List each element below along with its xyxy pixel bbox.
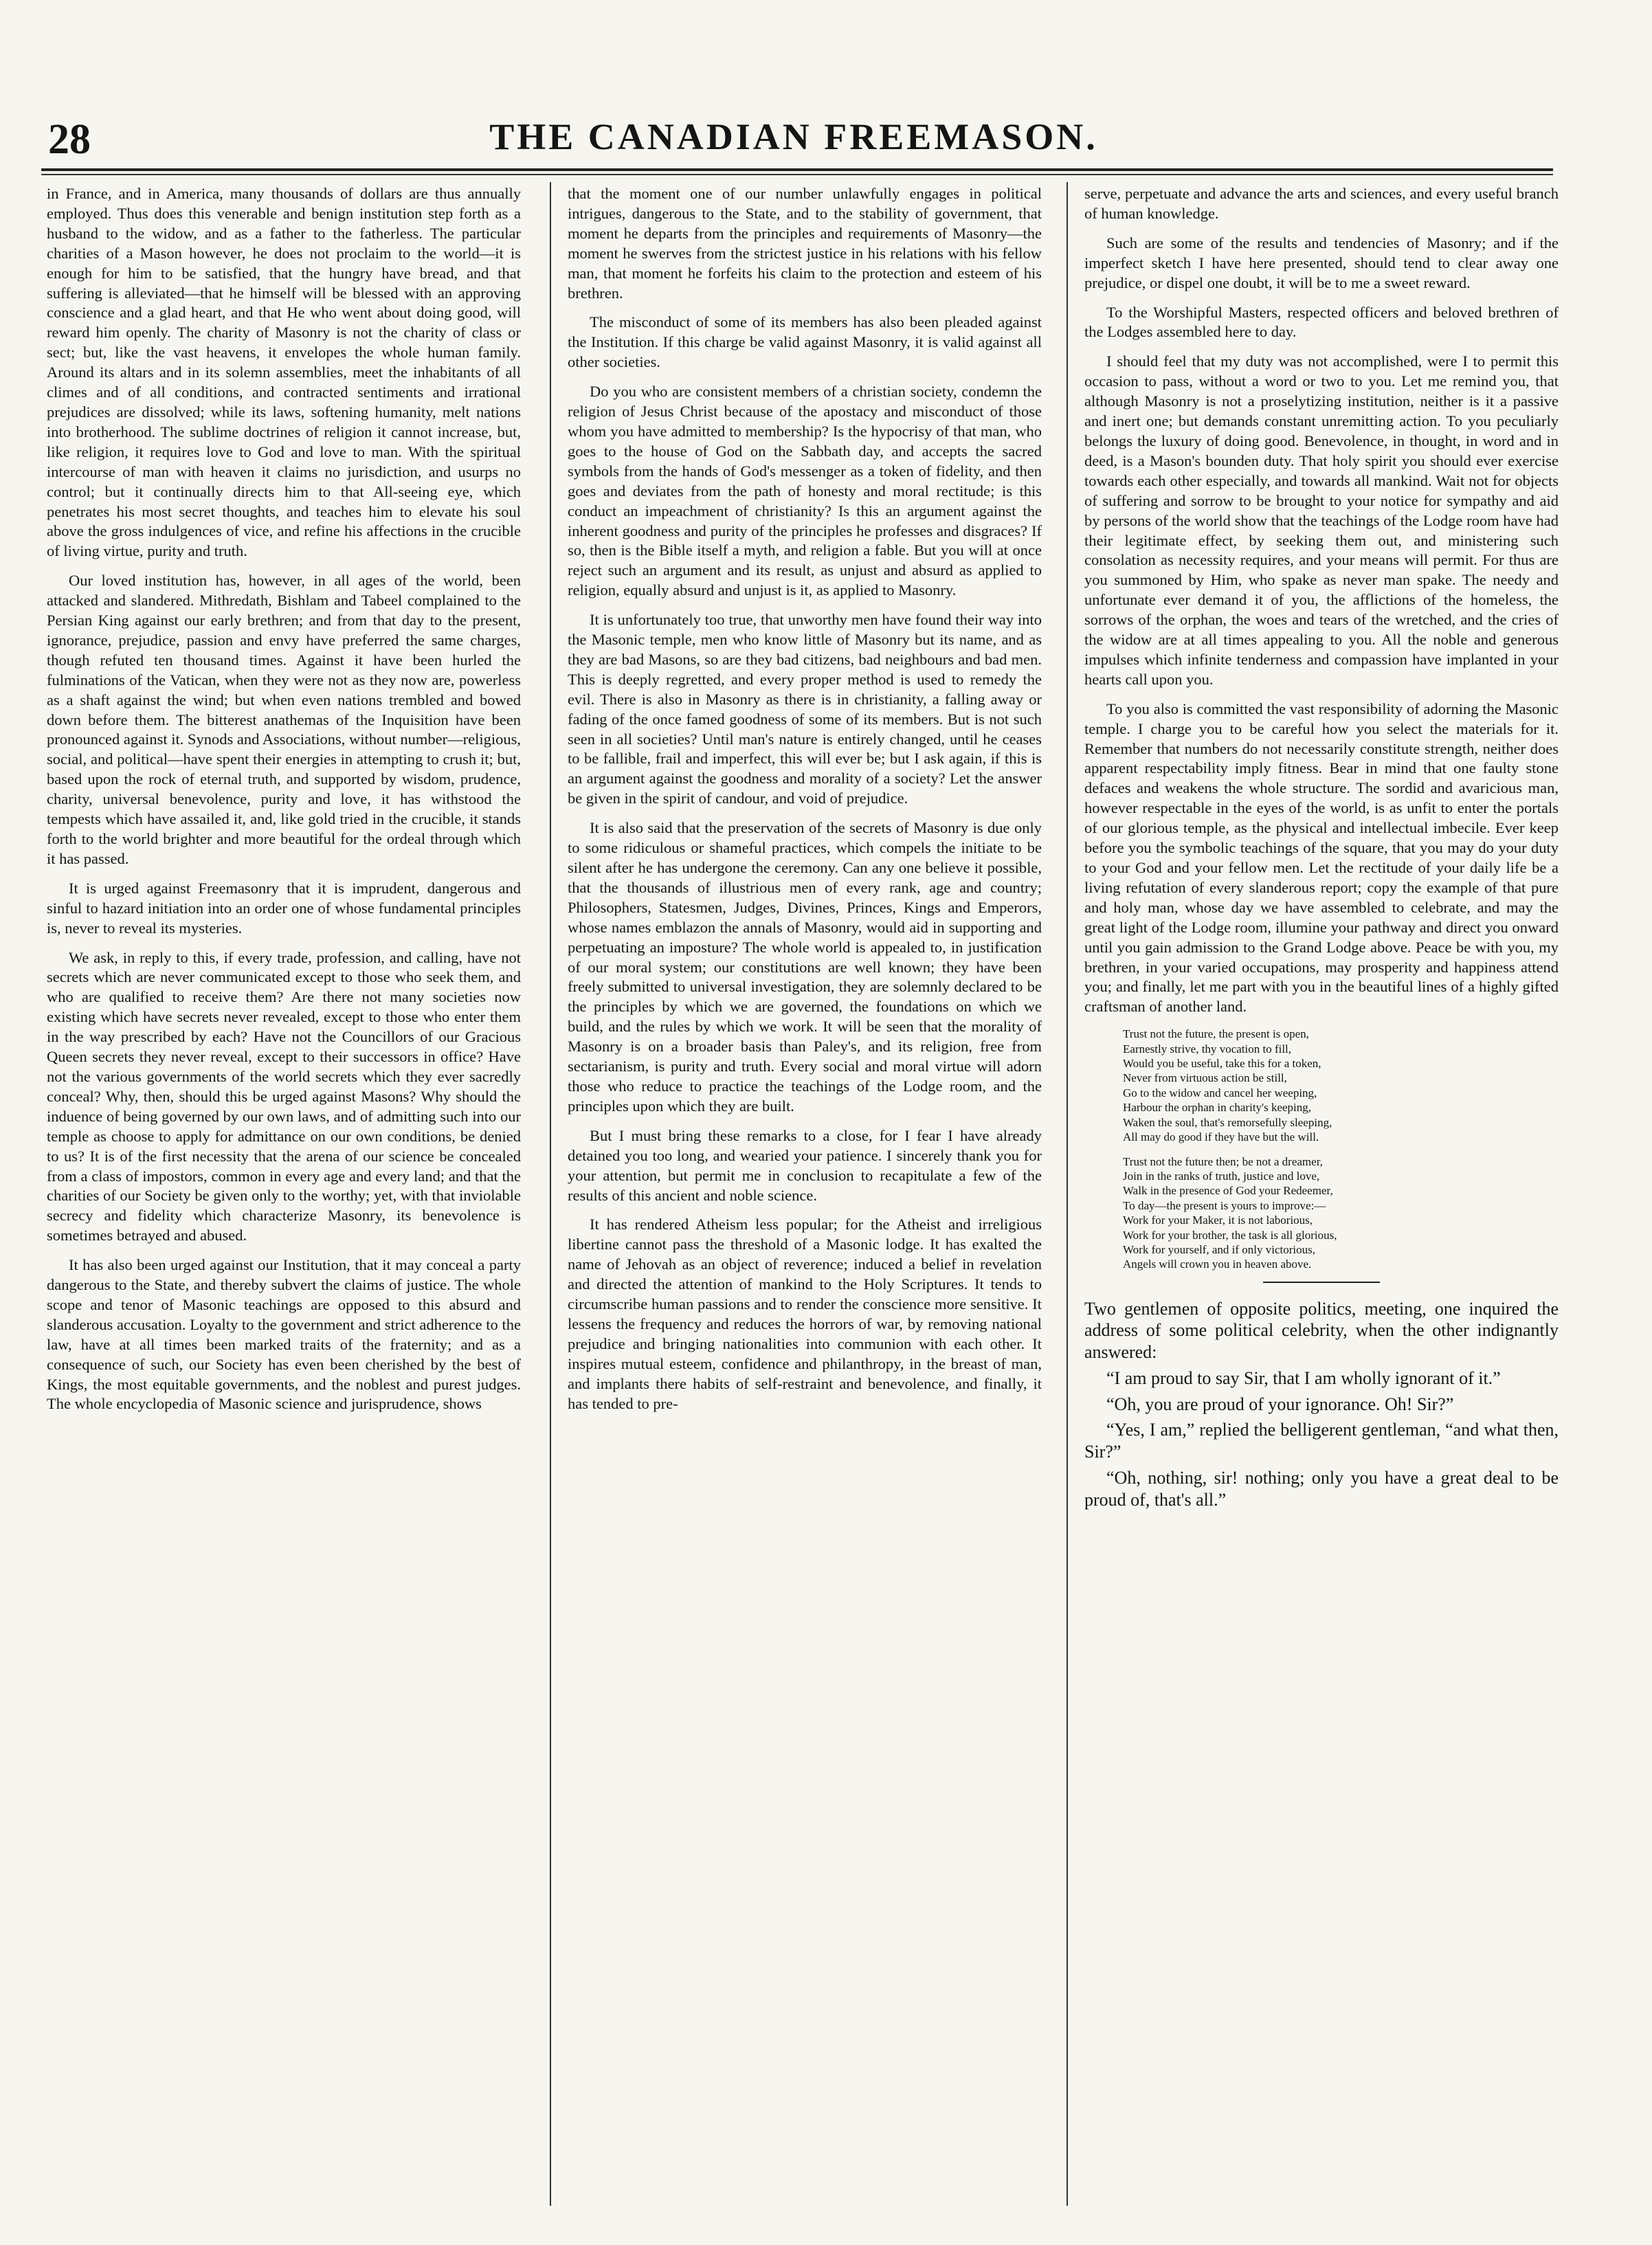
poem xyxy=(1123,1027,1559,1272)
page-header xyxy=(41,110,1546,172)
paragraph: Such are some of the results and tendencies of Masonry; and if the imperfect sketch I have here presented, should tend to clear away one prejudice, or dispel one doubt, it will be to me a sweet reward. xyxy=(1084,234,1559,291)
poem-line: Waken the soul, that's remorsefully sleeping, xyxy=(1123,1115,1332,1129)
paragraph: But I must bring these remarks to a close, for I fear I have already detained you too long, and wearied your patience. I sincerely thank you for your attention, but permit me in conclusion to recapitulate a few of the results of this ancient and noble science. xyxy=(568,1126,1042,1204)
paragraph: It is urged against Freemasonry that it is imprudent, dangerous and sinful to hazard initiation into an order one of whose fundamental principles is, never to reveal its mysteries. xyxy=(47,879,521,937)
paragraph: It has rendered Atheism less popular; for the Atheist and irreligious libertine cannot pass the threshold of a Masonic lodge. It has exalted the name of Jehovah as an object of reverence; induced a belief in revelation and directed the attention of mankind to the Holy Scriptures. It tends to circumscribe human passions and to render the conscience more sensitive. It lessens the frequency and reduces the horrors of war, by removing national prejudice and bringing nationalities into communion with each other. It inspires mutual esteem, confidence and philanthropy, in the breast of man, and implants there habits of self-restraint and benevolence, and finally, it has tended to pre- xyxy=(568,1216,1042,1412)
poem-line: Trust not the future then; be not a dreamer, xyxy=(1123,1154,1323,1168)
poem-line: Never from virtuous action be still, xyxy=(1123,1071,1287,1085)
header-rule xyxy=(41,168,1553,171)
paragraph: “I am proud to say Sir, that I am wholly ignorant of it.” xyxy=(1106,1367,1501,1388)
running-title: THE CANADIAN FREEMASON. xyxy=(489,116,1098,157)
poem-line: Harbour the orphan in charity's keeping, xyxy=(1123,1101,1312,1115)
paragraph: It is also said that the preservation of the secrets of Masonry is due only to some ridiculous or shameful practices, which compels the initiate to be silent after he has undergone the ceremony. Can any one believe it possible, that the thousands of illustrious men of every rank, age and country; Philosophers, Statesmen, Judges, Divines, Princes, Kings and Emperors, whose names emblazon the annals of Masonry, would aid in supporting and perpetuating an imposture? The whole world is appealed to, in justification of our moral system; our constitutions are well known; they have been freely submitted to universal investigation, they are solemnly declared to be the principles by which we are governed, the foundations on which we build, and the rules by which we work. It will be seen that the morality of Masonry is on a broader basis than Paley's, and its religion, free from sectarianism, is purity and truth. Every social and moral virtue will adorn those who reduce to practice the teachings of the Lodge room, and the principles upon which they are built. xyxy=(568,819,1042,1115)
column-1 xyxy=(47,184,521,2204)
paragraph: It has also been urged against our Institution, that it may conceal a party dangerous to the State, and thereby subvert the claims of justice. The whole scope and tenor of Masonic teachings are opposed to this absurd and slanderous accusation. Loyalty to the government and strict adherence to the law, have at all times been marked traits of the fraternity; and as a consequence of such, our Society has even been cherished by the best of Kings, the most equitable governments, and the noblest and purest judges. The whole encyclopedia of Masonic science and jurisprudence, shows xyxy=(47,1256,521,1413)
paragraph: “Oh, you are proud of your ignorance. Oh! Sir?” xyxy=(1106,1394,1454,1414)
poem-line: Work for your Maker, it is not laborious, xyxy=(1123,1214,1313,1227)
poem-line: Work for your brother, the task is all glorious, xyxy=(1123,1228,1337,1242)
header-rule-thin xyxy=(41,174,1553,175)
poem-line: Would you be useful, take this for a token, xyxy=(1123,1057,1321,1071)
paragraph: To you also is committed the vast responsibility of adorning the Masonic temple. I charge you to be careful how you select the materials for it. Remember that numbers do not necessarily constitute strength, neither does apparent respectability imply fitness. Bear in mind that one faulty stone defaces and weakens the whole structure. The sordid and avaricious man, however respectable in the eyes of the world, is as unfit to enter the portals of our glorious temple, as the physical and intellectual imbecile. Ever keep before you the symbolic teachings of the square, that you may do your duty to your God and your fellow men. Let the rectitude of your daily life be a living refutation of every slanderous report; copy the example of that pure and holy man, whose day we have assembled to celebrate, and may the great light of the Lodge room, illumine your pathway and direct you onward until you gain admission to the Grand Lodge above. Peace be with you, my brethren, in your varied occupations, may prosperity and happiness attend you; and finally, let me part with you in the beautiful lines of a highly gifted craftsman of another land. xyxy=(1084,700,1559,1016)
poem-line: Walk in the presence of God your Redeemer, xyxy=(1123,1184,1333,1198)
paragraph: in France, and in America, many thousands of dollars are thus annually employed. Thus does this venerable and benign institution step forth as a husband to the widow, and as a father to the fatherless. The particular charities of a Mason however, he does not proclaim to the world—it is enough for him to be satisfied, that the hungry have bread, and that suffering is alleviated—that he himself will be blessed with an approving conscience and a glad heart, and that He who went about doing good, will reward him openly. The charity of Masonry is not the charity of class or sect; but, like the vast heavens, it envelopes the whole human family. Around its altars and in its solemn assemblies, meet the inhabitants of all climes and of all conditions, and contracted sentiments and irrational prejudices are dissolved; while its laws, softening humanity, melt nations into brotherhood. The sublime doctrines of religion it cannot increase, but, like religion, it requires love to God and love to man. With the spiritual intercourse of man with heaven it claims no jurisdiction, and usurps no control; but it continually directs him to that All-seeing eye, which penetrates his most secret thoughts, and teaches him to elevate his soul above the gross indulgences of vice, and refine his affections in the crucible of living virtue, purity and truth. xyxy=(47,185,521,560)
paragraph: Do you who are consistent members of a christian society, condemn the religion of Jesus Christ because of the apostacy and misconduct of those whom you have admitted to membership? Is the hypocrisy of that man, who goes to the house of God on the Sabbath day, and accepts the sacred symbols from the hands of God's messenger as a token of fidelity, and then goes and deviates from the path of honesty and moral rectitude; is this conduct an impeachment of christianity? Is this an argument against the inherent goodness and purity of the principles he professes and disgraces? If so, then is the Bible itself a myth, and religion a fable. But you will at once reject such an argument and its result, as unjust and absurd as applied to religion, equally absurd and unjust is it, as applied to Masonry. xyxy=(568,383,1042,599)
paragraph: serve, perpetuate and advance the arts and sciences, and every useful branch of human knowledge. xyxy=(1084,185,1559,222)
poem-line: Trust not the future, the present is open, xyxy=(1123,1027,1309,1041)
paragraph: “Oh, nothing, sir! nothing; only you have a great deal to be proud of, that's all.” xyxy=(1084,1467,1559,1510)
paragraph: The misconduct of some of its members has also been pleaded against the Institution. If this charge be valid against Masonry, it is valid against all other societies. xyxy=(568,313,1042,371)
paragraph: It is unfortunately too true, that unworthy men have found their way into the Masonic temple, men who know little of Masonry but its name, and as they are bad Masons, so are they bad citizens, bad neighbours and bad men. This is deeply regretted, and every proper method is used to remedy the evil. There is also in Masonry as there is in christianity, a falling away or fading of the once famed goodness of some of its members. But is not such seen in all societies? Until man's nature is entirely changed, until he ceases to be fallible, frail and imperfect, this will ever be; but I ask again, if this is an argument against the goodness and morality of a society? Let the answer be given in the spirit of candour, and void of prejudice. xyxy=(568,611,1042,807)
poem-line: All may do good if they have but the will. xyxy=(1123,1130,1319,1144)
paragraph: Two gentlemen of opposite politics, meeting, one inquired the address of some political celebrity, when the other indignantly answered: xyxy=(1084,1298,1559,1363)
poem-stanza xyxy=(1123,1154,1559,1272)
poem-line: Join in the ranks of truth, justice and love, xyxy=(1123,1169,1320,1183)
paragraph: To the Worshipful Masters, respected officers and beloved brethren of the Lodges assembled here to day. xyxy=(1084,303,1559,341)
column-2 xyxy=(568,184,1042,2204)
paragraph: “Yes, I am,” replied the belligerent gentleman, “and what then, Sir?” xyxy=(1084,1420,1559,1462)
poem-line: Angels will crown you in heaven above. xyxy=(1123,1258,1312,1271)
section-separator xyxy=(1263,1282,1380,1283)
column-divider xyxy=(1067,182,1068,2206)
column-divider xyxy=(550,182,551,2206)
poem-stanza xyxy=(1123,1027,1559,1144)
poem-line: To day—the present is yours to improve:— xyxy=(1123,1198,1326,1212)
poem-line: Go to the widow and cancel her weeping, xyxy=(1123,1086,1317,1099)
poem-line: Work for yourself, and if only victorious, xyxy=(1123,1242,1316,1256)
paragraph: We ask, in reply to this, if every trade, profession, and calling, have not secrets which are never communicated except to those who seek them, and who are qualified to receive them? Are there not many societies now existing which have secrets never revealed, except to those who enter them in the way prescribed by each? Have not the Councillors of our Gracious Queen secrets they never reveal, except to their successors in office? Have not the various governments of the world secrets which they ever sacredly conceal? Why, then, should this be urged against Masons? Why should the induence of being governed by our own laws, and of admitting such into our temple as choose to apply for admittance on our own conditions, be denied to us? It is of the first necessity that the arena of our science be concealed from a class of impostors, common in every age and every land; and that the charities of our Society be given only to the worthy; yet, with that inviolable secrecy and fidelity which characterize Masonry, its benevolence is sometimes betrayed and abused. xyxy=(47,948,521,1244)
poem-line: Earnestly strive, thy vocation to fill, xyxy=(1123,1042,1292,1056)
paragraph: Our loved institution has, however, in all ages of the world, been attacked and slandered. Mithredath, Bishlam and Tabeel complained to the Persian King against our early brethren; and from that day to the present, ignorance, prejudice, passion and envy have preferred the same charges, though refuted ten thousand times. Against it have been hurled the fulminations of the Vatican, when they were not as they now are, powerless as a shaft against the wind; but when even nations trembled and bowed down before them. The bitterest anathemas of the Inquisition have been pronounced against it. Synods and Associations, without number—religious, social, and political—have spent their energies in attempting to crush it; but, based upon the rock of eternal truth, and supported by wisdom, prudence, charity, universal benevolence, purity and love, it has withstood the tempests which have assailed it, and, like gold tried in the crucible, it stands forth to the world brighter and more beautiful for the ordeal through which it has passed. xyxy=(47,572,521,867)
anecdote xyxy=(1084,1298,1559,1510)
column-3 xyxy=(1084,184,1559,2204)
paragraph: that the moment one of our number unlawfully engages in political intrigues, dangerous to the State, and to the stability of government, that moment he departs from the principles and requirements of Masonry—the moment he swerves from the strictest justice in his relations with his fellow man, that moment he forfeits his claim to the protection and esteem of his brethren. xyxy=(568,185,1042,302)
paragraph: I should feel that my duty was not accomplished, were I to permit this occasion to pass, without a word or two to you. Let me remind you, that although Masonry is not a proselytizing institution, neither is it a passive and inert one; but demands constant unremitting action. To you peculiarly belongs the luxury of doing good. Benevolence, in thought, in word and in deed, is a Mason's bounden duty. That holy spirit you should ever exercise towards each other especially, and towards all mankind. Wait not for objects of suffering and sorrow to be brought to your notice for sympathy and aid by persons of the world show that the teachings of the Lodge room have had their legitimate effect, by seeking them out, and ministering such consolation as necessity requires, and your means will permit. For thus are you summoned by Him, who spake as never man spake. The needy and unfortunate ever demand it of you, the afflictions of the homeless, the sorrows of the orphan, the woes and tears of the wretched, and the cries of the widow are at all times appealing to you. All the noble and generous impulses which infinite tenderness and compassion have implanted in your hearts call upon you. xyxy=(1084,353,1559,688)
page-number: 28 xyxy=(48,116,91,163)
